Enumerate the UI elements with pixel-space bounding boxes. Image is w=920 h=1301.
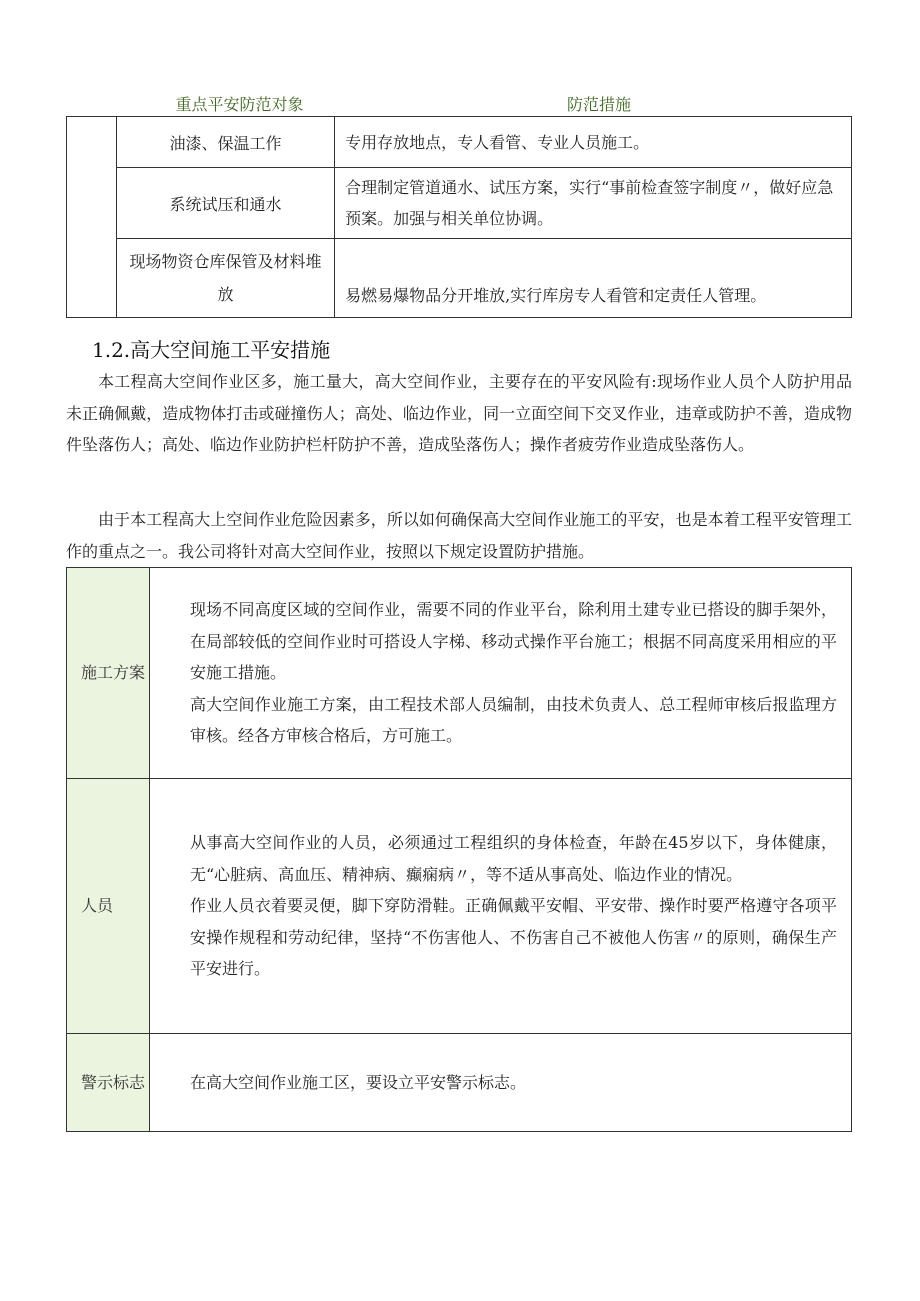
- measure-cell: 易燃易爆物品分开堆放,实行库房专人看管和定责任人管理。: [335, 239, 852, 318]
- section-title: 1.2.高大空间施工平安措施: [92, 338, 331, 362]
- header-target: 重点平安防范对象: [175, 95, 304, 114]
- row-label: 施工方案: [67, 568, 150, 779]
- top-table-header: [66, 92, 852, 116]
- table-row: [67, 168, 852, 239]
- measure-cell: 合理制定管道通水、试压方案，实行“事前检查签字制度〃，做好应急预案。加强与相关单位协调。: [335, 168, 852, 239]
- table-row: [67, 239, 852, 318]
- table-row: [67, 117, 852, 168]
- row-content: [150, 1034, 852, 1132]
- table-row: [67, 568, 852, 779]
- measure-cell: 专用存放地点，专人看管、专业人员施工。: [335, 117, 852, 168]
- target-cell: 系统试压和通水: [116, 168, 334, 239]
- row-content: [150, 568, 852, 779]
- paragraph: 本工程高大空间作业区多，施工量大，高大空间作业，主要存在的平安风险有:现场作业人员个人防护用品未正确佩戴，造成物体打击或碰撞伤人；高处、临边作业，同一立面空间下交叉作业，违章或防护不善，造成物件坠落伤人；高处、临边作业防护栏杆防护不善，造成坠落伤人；操作者疲劳作业造成坠落伤人。: [66, 372, 852, 454]
- target-cell: 油漆、保温工作: [116, 117, 334, 168]
- table-row: [67, 779, 852, 1034]
- content-line: 现场不同高度区域的空间作业，需要不同的作业平台，除利用土建专业已搭设的脚手架外，在局部较低的空间作业时可搭设人字梯、移动式操作平台施工；根据不同高度采用相应的平安施工措施。: [190, 600, 837, 683]
- content-line: 作业人员衣着要灵便，脚下穿防滑鞋。正确佩戴平安帽、平安带、操作时要严格遵守各项平安操作规程和劳动纪律，坚持“不伤害他人、不伤害自己不被他人伤害〃的原则，确保生产平安进行。: [190, 896, 837, 979]
- hazard-table: [66, 116, 852, 318]
- measures-table: [66, 567, 852, 1132]
- target-cell: 现场物资仓库保管及材料堆放: [116, 239, 334, 318]
- merged-cell: [67, 117, 117, 318]
- content-line: 在高大空间作业施工区，要设立平安警示标志。: [190, 1072, 527, 1092]
- content-line: 高大空间作业施工方案，由工程技术部人员编制，由技术负责人、总工程师审核后报监理方审核。经各方审核合格后，方可施工。: [190, 694, 837, 746]
- row-content: [150, 779, 852, 1034]
- paragraph: 由于本工程高大上空间作业危险因素多，所以如何确保高大空间作业施工的平安，也是本着工程平安管理工作的重点之一。我公司将针对高大空间作业，按照以下规定设置防护措施。: [66, 510, 852, 561]
- content-line: 从事高大空间作业的人员，必须通过工程组织的身体检查，年龄在45岁以下，身体健康，无“心脏病、高血压、精神病、癫痫病〃，等不适从事高处、临边作业的情况。: [190, 833, 837, 884]
- row-label: 警示标志: [67, 1034, 150, 1132]
- header-measure: 防范措施: [566, 95, 631, 114]
- table-row: [67, 1034, 852, 1132]
- row-label: 人员: [67, 779, 150, 1034]
